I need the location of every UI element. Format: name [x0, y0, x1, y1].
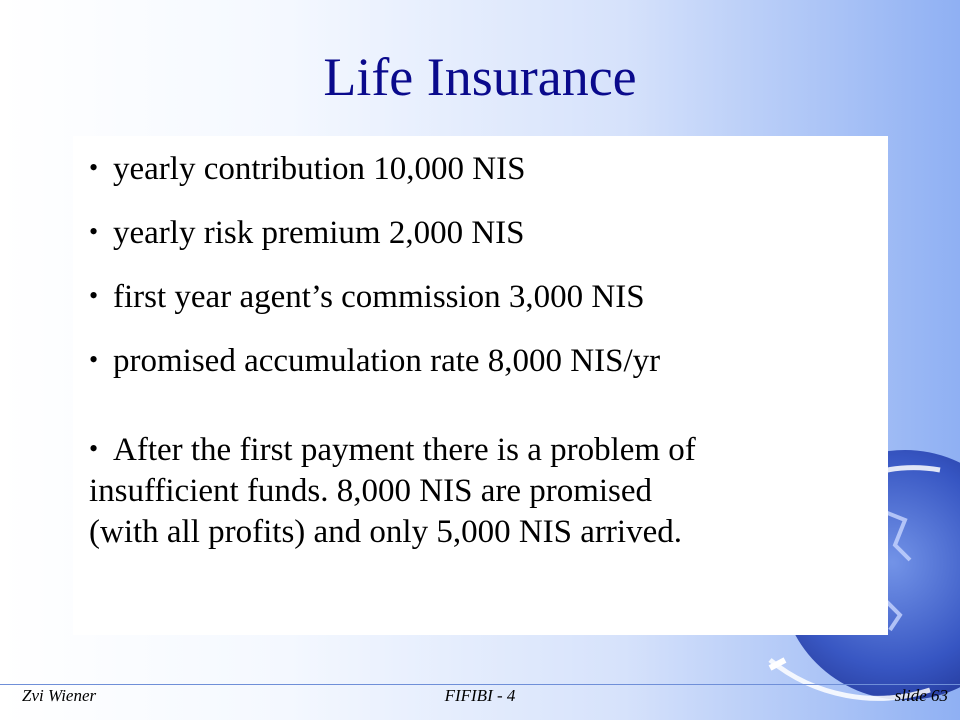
bullet-item	[89, 276, 870, 317]
bullet-icon: •	[89, 434, 99, 463]
bullet-icon: •	[89, 153, 99, 182]
bullet-item	[89, 212, 870, 253]
paragraph-line-3: (with all profits) and only 5,000 NIS arrived.	[89, 514, 682, 550]
slide-title: Life Insurance	[323, 47, 637, 107]
paragraph-line-2: insufficient funds. 8,000 NIS are promised	[89, 473, 653, 509]
paragraph-line	[89, 428, 870, 471]
footer-slide-number: slide 63	[894, 686, 948, 705]
bullet-item	[89, 148, 870, 189]
footer-divider	[0, 684, 960, 685]
footer-course: FIFIBI - 4	[444, 686, 516, 705]
bullet-text: promised accumulation rate 8,000 NIS/yr	[113, 343, 661, 379]
paragraph-line-1: After the first payment there is a problem of	[113, 432, 696, 468]
bullet-text: first year agent’s commission 3,000 NIS	[113, 279, 645, 315]
bullet-icon: •	[89, 281, 99, 310]
footer	[0, 686, 960, 710]
bullet-text: yearly risk premium 2,000 NIS	[113, 215, 525, 251]
footer-author: Zvi Wiener	[22, 686, 97, 705]
bullet-icon: •	[89, 345, 99, 374]
conclusion-paragraph	[89, 428, 870, 553]
bullet-icon: •	[89, 217, 99, 246]
bullet-item	[89, 340, 870, 381]
bullet-text: yearly contribution 10,000 NIS	[113, 151, 526, 187]
content-box	[73, 136, 888, 635]
